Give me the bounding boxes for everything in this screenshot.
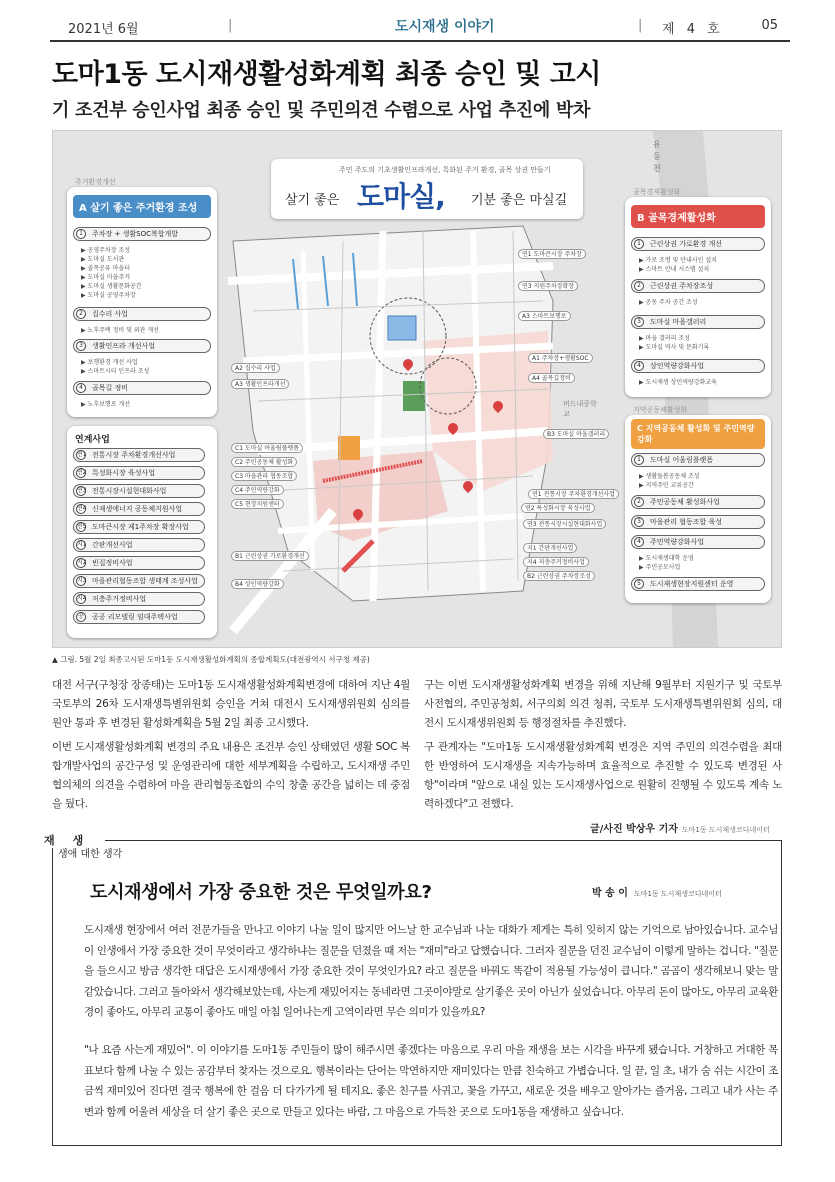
item-label: 전통시장시설현대화사업 [92,487,167,495]
linked-item [73,484,205,498]
linked-item [73,448,205,462]
map-label: 지1 간판개선사업 [523,543,577,553]
panel-c-item [631,453,765,467]
item-sub: ▶ 도마실 역사 및 문화기록 [639,344,710,351]
item-label: 마을관리 협동조합 육성 [650,518,723,526]
panel-c-item [631,515,765,529]
item-sub: ▶ 도마실 생활문화공간 [81,283,142,290]
linked-item [73,556,205,570]
item-number: 4 [76,383,86,393]
byline-org: 도마1동 도시재생코디네이터 [681,826,770,834]
map-label: B2 근린상권 주차장조성 [523,571,595,581]
linked-heading: 연계사업 [75,435,110,445]
item-number: 2 [634,497,644,507]
page-header [50,14,790,42]
school-label: 버드내중학교 [563,400,597,418]
map-label: C1 도마실 어울림플랫폼 [231,443,303,453]
item-number: 1 [634,239,644,249]
map-label: C5 현장지원센터 [231,499,284,509]
body-paragraph: 대전 서구(구청장 장종태)는 도마1동 도시재생활성화계획변경에 대하여 지난 4월 국토부의 26차 도시재생특별위원회 승인을 거쳐 대전시 도시재생위원회 심의를 원안 통과 후 변경된 활성화계획을 5월 2일 최종 고시했다. [52,679,410,729]
panel-a-heading: A 살기 좋은 주거환경 조성 [73,195,211,218]
byline [590,820,770,835]
river-label: 유등천 [653,140,661,173]
panel-a-item [73,381,211,395]
linked-item [73,574,205,588]
column-paragraph: 도시재생 현장에서 여러 전문가들을 만나고 이야기 나눌 일이 많지만 어느날 한 교수님과 나눈 대화가 제게는 특히 잊히지 않는 기억으로 남아있습니다. 교수님이 인생에서 가장 중요한 것이 무엇이라고 생각하냐는 질문을 던졌을 때 저는 "재미"라고 답했습니다. 그러자 질문을 던진 교수님이 이렇게 말하는 겁니다. "질문을 들으시고 방금 생각한 대답은 도시재생에서 가장 중요한 것이 무엇인가요? 라고 질문을 바꿔도 똑같이 적용될 가능성이 큽니다." 곰곰이 생각해보니 맞는 말 같았습니다. 그러고 돌아와서 생각해보았는데, 사는게 재밌어지는 동네라면 그곳이야말로 살기좋은 곳이 아닌가 싶었습니다. 아무리 돈이 많아도, 아무리 교육환경이 좋아도, 아무리 교통이 좋아도 매일 아침 일어나는게 고역이라면 무슨 의미가 있을까요? [84,924,778,1018]
panel-b [625,188,771,397]
item-sub: ▶ 보행환경 개선 사업 [81,359,138,366]
item-number: 지2 [77,559,87,566]
map-label: 연3 전통시장시설현대화사업 [523,519,606,529]
panel-c-heading: C 지역공동체 활성화 및 주민역량강화 [631,419,765,449]
item-label: 빈집정비사업 [92,559,133,567]
item-sub: ▶ 도시재생 상인역량강화교육 [639,379,717,386]
map-label: B3 도마실 마을갤러리 [543,429,609,439]
linked-item [73,538,205,552]
item-number: 4 [634,361,644,371]
linked-item [73,610,205,624]
series-name: 도시재생 이야기 [395,19,495,35]
item-number: 4 [634,537,644,547]
header-divider: | [638,18,643,33]
page-number: 05 [761,18,778,33]
item-number: 지4 [77,595,87,602]
item-label: 공공 리모델링 임대주택사업 [92,613,178,621]
item-number: 2 [76,309,86,319]
map-label: 연2 특성화시장 육성사업 [521,503,595,513]
item-number: 5 [634,579,644,589]
item-label: 근린상권 가로환경 개선 [650,240,723,248]
panel-a-item [73,227,211,241]
item-number: 지3 [77,577,87,584]
item-label: 생활인프라 개선사업 [92,342,156,350]
item-sub: ▶ 도마실 마을주거 [81,274,131,281]
panel-a [67,178,217,417]
item-number: 연1 [77,451,87,458]
banner-brand: 도마실, [357,180,445,213]
item-number: 연3 [77,487,87,494]
item-number: 2 [634,281,644,291]
header-divider: | [228,18,233,33]
map-label: 연3 지원주차장확장 [518,281,578,291]
banner-tagline: 주민 주도의 기초생활인프라개선, 특화된 주거 환경, 골목 상권 만들기 [339,166,551,174]
item-label: 주민역량강화사업 [650,538,705,546]
linked-item [73,502,205,516]
item-sub: ▶ 공동 주차 공간 조성 [639,299,698,306]
item-number: 연2 [77,469,87,476]
item-label: 주차장 + 생활SOC복합개발 [92,230,179,238]
map-label: C3 마을관리 협동조합 [231,471,297,481]
item-label: 집수리 사업 [92,310,129,318]
panel-b-item [631,359,765,373]
item-sub: ▶ 마을 갤러리 조성 [639,335,690,342]
column-author-role: 도마1동 도시재생코디네이터 [633,890,722,898]
item-sub: ▶ 가로 조명 및 안내사인 설치 [639,257,717,264]
map-label: A3 생활인프라개선 [231,379,289,389]
item-sub: ▶ 골목공유 마을터 [81,265,131,272]
panel-c [625,406,771,603]
item-number: 연4 [77,505,87,512]
item-number: 1 [634,455,644,465]
article-title: 도마1동 도시재생활성화계획 최종 승인 및 고시 [52,59,601,90]
figure-caption: ▲ 그림. 5월 2일 최종고시된 도마1동 도시재생활성화계획의 종합계획도(대전광역시 서구청 제공) [52,655,370,664]
map-label: A1 주차장+생활SOC [528,353,593,363]
panel-b-tag: 골목경제활성화 [633,188,681,196]
item-label: 전통시장 주차환경개선사업 [92,451,176,459]
panel-a-item [73,307,211,321]
panel-c-tag: 지역공동체활성화 [633,406,688,414]
item-label: 도마실 어울림플랫폼 [650,456,714,464]
item-label: 특성화시장 육성사업 [92,469,156,477]
item-number: 지1 [77,541,87,548]
panel-c-item [631,535,765,549]
panel-b-item [631,237,765,251]
item-label: 주민공동체 활성화사업 [650,498,720,506]
item-number: 연5 [77,523,87,530]
column-author-name: 박 송 이 [592,888,628,899]
issue-date: 2021년 6월 [68,22,139,37]
column-author [592,884,722,899]
item-label: 골목길 정비 [92,384,129,392]
panel-c-item [631,495,765,509]
column-tab-subtitle: 생애 대한 생각 [58,849,123,860]
item-sub: ▶ 도마실 도서관 [81,256,125,263]
map-label: A3 스마트보행로 [518,311,571,321]
panel-a-item [73,339,211,353]
map-label: B1 근린상권 가로환경개선 [231,551,309,561]
linked-item [73,466,205,480]
body-paragraph: 구는 이번 도시재생활성화계획 변경을 위해 지난해 9월부터 지원기구 및 국토부 사전협의, 주민공청회, 서구의회 의견 청취, 국토부 도시재생특별위원회 심의, 대전시 도시재생위원회 등 행정절차를 추진했다. [424,679,782,729]
item-sub: ▶ 스마트 안내 시스템 설치 [639,266,710,273]
item-label: 마을관리협동조합 생태계 조성사업 [92,577,198,585]
panel-b-item [631,315,765,329]
item-sub: ▶ 스마트시티 인프라 조성 [81,368,150,375]
map-label: 연1 전통시장 주차환경개선사업 [528,489,619,499]
linked-item [73,592,205,606]
banner-right-text: 기분 좋은 마실길 [471,193,568,208]
item-number: 1 [76,229,86,239]
map-label: 연1 도마큰시장 주차장 [518,249,586,259]
item-sub: ▶ 도마실 공영주차장 [81,292,136,299]
item-label: 저층주거정비사업 [92,595,147,603]
body-paragraph: 구 관계자는 "도마1동 도시재생활성화계획 변경은 지역 주민의 의견수렴을 최대한 반영하여 도시재생을 지속가능하며 효율적으로 추진할 수 있도록 변경된 사항"이라며 "앞으로 내실 있는 도시재생사업으로 원활히 진행될 수 있도록 계속 노력하겠다"고 전했다. [424,741,782,810]
vision-banner [271,159,583,219]
article-subtitle: 기 조건부 승인사업 최종 승인 및 주민의견 수렴으로 사업 추진에 박차 [52,100,591,121]
item-label: 도시재생현장지원센터 운영 [650,580,734,588]
item-sub: ▶ 노후주택 정비 및 외관 개선 [81,327,159,334]
panel-a-tag: 주거환경개선 [75,178,116,186]
map-label: 지4 저층주거정비사업 [523,557,589,567]
issue-number: 제 4 호 [662,22,724,37]
item-label: 근린상권 주차장조성 [650,282,714,290]
panel-linked-projects [67,426,217,638]
map-label: A4 골목길정비 [528,373,575,383]
item-label: 신재생에너지 공동체지원사업 [92,505,183,513]
item-label: 도마큰시장 제1주차장 확장사업 [92,523,189,531]
linked-item [73,520,205,534]
item-number: 3 [634,517,644,527]
item-sub: ▶ 주민공모사업 [639,564,681,571]
column-title: 도시재생에서 가장 중요한 것은 무엇일까요? [90,882,432,903]
item-sub: ▶ 지역주민 교류공간 [639,482,694,489]
column-paragraph: "나 요즘 사는게 재밌어". 이 이야기를 도마1동 주민들이 많이 해주시면 좋겠다는 마음으로 우리 마을 재생을 보는 시각을 바꾸게 됐습니다. 거창하고 거대한 목표보다 함께 나눌 수 있는 공감부터 찾자는 것으로요. 행복이라는 단어는 막연하지만 재미있다는 만큼 친숙하고 가볍습니다. 일 끝, 일 초, 내가 숨 쉬는 시간이 조금씩 재미있어 진다면 결국 행복에 한 걸음 더 다가가게 될 테지요. 좋은 친구를 사귀고, 꽃을 가꾸고, 새로운 것을 배우고 알아가는 즐거움, 그리고 내가 사는 주변과 함께 어울려 세상을 더 살기 좋은 곳으로 만들고 있다는 바람, 그 마음으로 가득찬 곳으로 도마1동을 재생하고 싶습니다. [84,1044,778,1118]
item-label: 상인역량강화사업 [650,362,705,370]
panel-c-item [631,577,765,591]
item-number: 3 [76,341,86,351]
map-label: B4 상인역량강화 [231,579,284,589]
item-label: 도마실 마을갤러리 [650,318,707,326]
byline-author: 글/사진 박상우 기자 [590,824,678,835]
master-plan-map [52,130,782,648]
item-sub: ▶ 공영주차장 조성 [81,247,131,254]
item-sub: ▶ 도시재생대학 운영 [639,555,694,562]
map-label: C4 주민역량강화 [231,485,284,495]
item-label: 간판개선사업 [92,541,133,549]
panel-b-heading: B 골목경제활성화 [631,205,765,228]
body-paragraph: 이번 도시재생활성화계획 변경의 주요 내용은 조건부 승인 상태였던 생활 SOC 복합개발사업의 공간구성 및 운영관리에 대한 세부계획을 수립하고, 도시재생 주민협의체의 의견을 수렴하여 마을 관리협동조합의 수익 창출 공간을 넓히는 데 중점을 뒀다. [52,741,410,810]
column-tab-title: 재생 [44,834,102,847]
map-label: C2 주민공동체 활성화 [231,457,297,467]
item-sub: ▶ 노후보행로 개선 [81,401,131,408]
item-number: 3 [634,317,644,327]
banner-left-text: 살기 좋은 [285,193,340,208]
map-label: A2 집수리 사업 [231,363,280,373]
panel-b-item [631,279,765,293]
item-sub: ▶ 생활돌봄공동체 조성 [639,473,700,480]
item-number: 공 [76,612,86,622]
